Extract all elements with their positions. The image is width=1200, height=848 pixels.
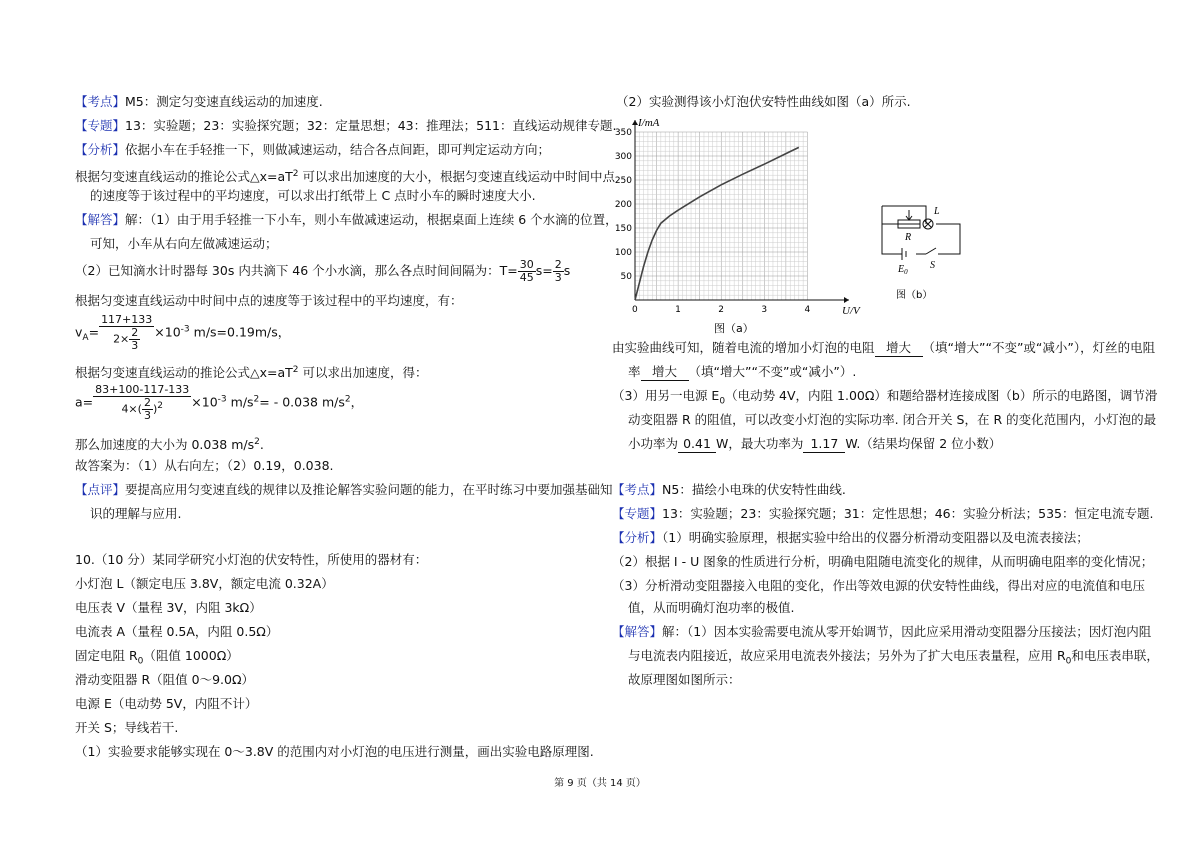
zhuanti-tag: 【专题】 xyxy=(75,118,126,133)
text: 可以求出加速度的大小，根据匀变速直线运动中时间中点 xyxy=(302,169,616,185)
jieda-text: 解：（1）因本实验需要电流从零开始调节，因此应采用滑动变阻器分压接法；因灯泡内阻 xyxy=(662,624,1152,639)
kaodian-tag: 【考点】 xyxy=(75,94,126,109)
label-R: R xyxy=(905,232,912,243)
jieda-line-right-3: 故原理图如图所示： xyxy=(628,672,741,687)
x-tick-label: 3 xyxy=(761,305,768,315)
subscript: 0 xyxy=(137,656,144,667)
y-tick-label: 300 xyxy=(614,152,632,162)
text: 根据匀变速直线运动的推论公式△x=aT xyxy=(75,365,293,381)
dianping-tag: 【点评】 xyxy=(75,482,126,497)
question-10-part-1: （1）实验要求能够实现在 0～3.8V 的范围内对小灯泡的电压进行测量，画出实验电路原理图. xyxy=(75,744,594,759)
circuit-caption: 图（b） xyxy=(896,290,933,301)
text: ) xyxy=(152,402,158,416)
numerator: 83+100-117-133 xyxy=(95,383,190,396)
x-tick-label: 1 xyxy=(675,305,681,315)
text: s xyxy=(563,263,571,278)
y-tick-label: 250 xyxy=(614,176,632,186)
accel-intro-line xyxy=(75,362,428,381)
fenxi-line xyxy=(75,142,550,158)
subscript: 0 xyxy=(719,396,726,407)
answer-line: 故答案为：（1）从右向左；（2）0.19，0.038. xyxy=(75,458,334,473)
subscript: 0 xyxy=(1065,656,1072,667)
text: s= xyxy=(535,263,553,278)
text: 2× xyxy=(113,332,130,346)
text: 由实验曲线可知，随着电流的增加小灯泡的电阻 xyxy=(612,340,875,355)
fenxi-text: （1）明确实验原理，根据实验中给出的仪器分析滑动变阻器以及电流表接法； xyxy=(662,530,1089,545)
circuit-diagram-b xyxy=(876,196,966,306)
text: （3）用另一电源 E xyxy=(612,388,720,403)
numerator: 117+133 xyxy=(101,313,153,326)
denominator: 3 xyxy=(131,339,139,352)
question-10-title: 10.（10 分）某同学研究小灯泡的伏安特性，所使用的器材有： xyxy=(75,552,428,567)
fraction xyxy=(93,384,191,422)
subscript: A xyxy=(82,333,89,343)
superscript: -3 xyxy=(180,324,190,335)
fraction xyxy=(553,259,564,284)
equipment-source: 电源 E（电动势 5V，内阻不计） xyxy=(75,696,258,711)
text: = xyxy=(88,324,100,340)
superscript: 2 xyxy=(254,437,260,447)
jieda-line-right-2 xyxy=(628,648,1159,670)
accel-equation xyxy=(75,384,363,422)
text: m/s=0.19m/s， xyxy=(193,324,291,340)
part-3-line-3 xyxy=(628,436,1001,453)
y-tick-label: 50 xyxy=(620,272,632,282)
text: 率 xyxy=(628,364,641,379)
accel-magnitude-line xyxy=(75,434,264,453)
kaodian-line xyxy=(75,94,323,110)
numerator: 2 xyxy=(143,396,151,409)
kaodian-tag: 【考点】 xyxy=(612,482,663,497)
fraction xyxy=(518,259,536,284)
equipment-switch: 开关 S；导线若干. xyxy=(75,720,179,735)
text: （填“增大”“不变”或“减小”）. xyxy=(688,364,857,379)
numerator: 2 xyxy=(554,258,562,271)
label-S: S xyxy=(930,260,935,271)
denominator: 3 xyxy=(143,409,151,422)
equipment-rheostat: 滑动变阻器 R（阻值 0～9.0Ω） xyxy=(75,672,255,687)
y-tick-label: 150 xyxy=(614,224,632,234)
label-E: E xyxy=(898,264,905,275)
text: v xyxy=(75,324,83,340)
y-tick-label: 200 xyxy=(614,200,632,210)
kaodian-line-right xyxy=(612,482,846,498)
text: 与电流表内阻接近，故应采用电流表外接法；另外为了扩大电压表量程，应用 R xyxy=(628,648,1066,663)
part-3-line-2: 动变阻器 R 的阻值，可以改变小灯泡的实际功率. 闭合开关 S，在 R 的变化范围内，小灯泡的最 xyxy=(628,412,1157,427)
text: 和电压表串联， xyxy=(1071,648,1159,663)
rheostat-arrow xyxy=(906,210,912,220)
x-tick-label: 2 xyxy=(718,305,724,315)
chart-xlabel: U/V xyxy=(842,305,860,317)
zhuanti-text: 13：实验题；23：实验探究题；32：定量思想；43：推理法；511：直线运动规律专题. xyxy=(125,118,617,133)
fenxi-tag: 【分析】 xyxy=(612,530,663,545)
chart-ylabel: I/mA xyxy=(638,117,660,129)
velocity-equation xyxy=(75,314,290,352)
equipment-voltmeter: 电压表 V（量程 3V，内阻 3kΩ） xyxy=(75,600,262,615)
fenxi-text: 依据小车在手轻推一下，则做减速运动，结合各点间距，即可判定运动方向； xyxy=(125,142,551,157)
velocity-intro-line: 根据匀变速直线运动中时间中点的速度等于该过程中的平均速度，有： xyxy=(75,293,463,308)
dianping-text: 要提高应用匀变速直线的规律以及推论解答实验问题的能力，在平时练习中要加强基础知 xyxy=(125,482,613,497)
text: 小功率为 xyxy=(628,436,679,451)
superscript: 2 xyxy=(292,365,299,375)
fenxi-line-right-4: 值，从而明确灯泡功率的极值. xyxy=(628,600,795,615)
denominator: 45 xyxy=(519,271,534,284)
zhuanti-text: 13：实验题；23：实验探究题；31：定性思想；46：实验分析法；535：恒定电流专题. xyxy=(662,506,1154,521)
jieda-line xyxy=(75,212,618,228)
superscript: 2 xyxy=(292,169,299,179)
jieda-tag: 【解答】 xyxy=(612,624,663,639)
zhuanti-line-right xyxy=(612,506,1153,522)
equipment-lamp: 小灯泡 L（额定电压 3.8V，额定电流 0.32A） xyxy=(75,576,334,591)
text: a= xyxy=(75,394,94,410)
text: 根据匀变速直线运动的推论公式△x=aT xyxy=(75,169,293,185)
zhuanti-line xyxy=(75,118,616,134)
iv-curve-chart xyxy=(610,112,870,338)
jieda-line-2: 可知，小车从右向左做减速运动； xyxy=(90,236,278,251)
battery-symbol xyxy=(902,248,906,260)
text: = - 0.038 m/s xyxy=(259,394,345,410)
superscript: 2 xyxy=(253,394,260,405)
numerator: 30 xyxy=(519,258,534,271)
fenxi-tag: 【分析】 xyxy=(75,142,126,157)
jieda-text: 解：（1）由于用手轻推一下小车，则小车做减速运动，根据桌面上连续 6 个水滴的位置， xyxy=(125,212,618,227)
kaodian-text: N5：描绘小电珠的伏安特性曲线. xyxy=(662,482,846,497)
superscript: 2 xyxy=(157,400,163,411)
chart-caption: 图（a） xyxy=(714,322,754,335)
fraction xyxy=(142,397,153,422)
answer-blank-2: 增大 xyxy=(641,364,689,381)
switch-symbol xyxy=(926,248,936,254)
label-E0 xyxy=(897,264,908,276)
period-equation-line xyxy=(75,258,570,284)
equipment-ammeter: 电流表 A（量程 0.5A，内阻 0.5Ω） xyxy=(75,624,279,639)
x-tick-label: 4 xyxy=(804,305,811,315)
text: （2）已知滴水计时器每 30s 内共滴下 46 个小水滴，那么各点时间间隔为：T= xyxy=(75,263,518,278)
denominator xyxy=(93,397,191,422)
resistivity-question xyxy=(628,364,856,381)
label-L: L xyxy=(934,206,940,217)
fenxi-line-3: 的速度等于该过程中的平均速度，可以求出打纸带上 C 点时小车的瞬时速度大小. xyxy=(90,188,536,203)
text: 可以求出加速度，得： xyxy=(302,365,428,381)
fenxi-line-right-2: （2）根据 I - U 图象的性质进行分析，明确电阻随电流变化的规律，从而明确电阻率的变化情况； xyxy=(612,554,1154,569)
text: W，最大功率为 xyxy=(716,436,804,451)
part-3-line-1 xyxy=(612,388,1157,410)
dianping-line xyxy=(75,482,613,498)
jieda-tag: 【解答】 xyxy=(75,212,126,227)
resistance-question xyxy=(612,340,1155,357)
numerator: 2 xyxy=(131,326,139,339)
y-tick-label: 350 xyxy=(614,128,632,138)
text: ， xyxy=(350,394,364,410)
text: （阻值 1000Ω） xyxy=(143,648,239,663)
superscript: 2 xyxy=(344,394,351,405)
x-axis-arrow xyxy=(844,297,849,303)
y-tick-label: 100 xyxy=(614,248,632,258)
page-footer: 第 9 页（共 14 页） xyxy=(554,778,646,789)
answer-blank-1: 增大 xyxy=(875,340,923,357)
text: ×10 xyxy=(191,394,218,410)
zhuanti-tag: 【专题】 xyxy=(612,506,663,521)
text: 那么加速度的大小为 0.038 m/s xyxy=(75,437,255,453)
denominator: 3 xyxy=(554,271,562,284)
text: （填“增大”“不变”或“减小”），灯丝的电阻 xyxy=(922,340,1156,355)
label-E-subscript: 0 xyxy=(904,268,908,276)
text: m/s xyxy=(230,394,254,410)
denominator xyxy=(99,327,154,352)
x-tick-label: 0 xyxy=(632,305,638,315)
superscript: -3 xyxy=(217,394,227,405)
equipment-fixed-resistor xyxy=(75,648,239,670)
text: （电动势 4V，内阻 1.00Ω）和题给器材连接成图（b）所示的电路图，调节滑 xyxy=(725,388,1158,403)
answer-blank-min-power: 0.41 xyxy=(678,436,716,453)
dianping-line-2: 识的理解与应用. xyxy=(90,506,182,521)
answer-blank-max-power: 1.17 xyxy=(803,436,845,453)
fenxi-line-2 xyxy=(75,166,615,185)
chart-axes xyxy=(632,120,849,303)
chart-grid xyxy=(635,132,807,300)
circuit-wires xyxy=(882,206,960,254)
right-column xyxy=(600,0,1200,848)
text: W.（结果均保留 2 位小数） xyxy=(845,436,1002,451)
text: . xyxy=(259,437,264,453)
fraction xyxy=(129,327,140,352)
text: ×10 xyxy=(154,324,181,340)
jieda-line-right xyxy=(612,624,1151,640)
text: 4×( xyxy=(121,402,142,416)
fraction xyxy=(99,314,154,352)
part-2-intro: （2）实验测得该小灯泡伏安特性曲线如图（a）所示. xyxy=(616,94,911,109)
fenxi-line-right xyxy=(612,530,1089,546)
fenxi-line-right-3: （3）分析滑动变阻器接入电阻的变化，作出等效电源的伏安特性曲线，得出对应的电流值和电压 xyxy=(612,578,1145,593)
text: 固定电阻 R xyxy=(75,648,138,663)
kaodian-text: M5：测定匀变速直线运动的加速度. xyxy=(125,94,323,109)
